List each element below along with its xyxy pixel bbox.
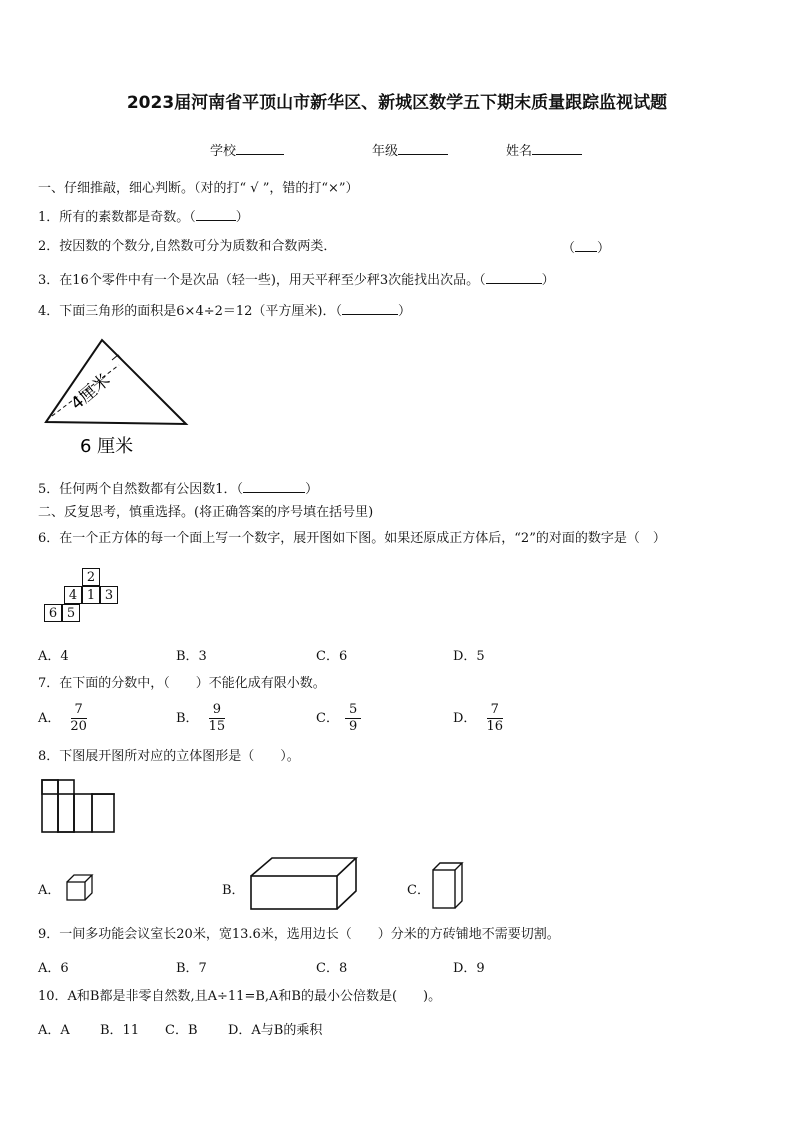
q8-option-c[interactable]: C．: [407, 883, 430, 898]
q1-answer-blank[interactable]: [196, 207, 236, 221]
q8-text: 下图展开图所对应的立体图形是（ ）。: [59, 749, 300, 764]
q2-answer-blank[interactable]: [575, 238, 597, 252]
q7-number: 7．: [38, 676, 60, 691]
q7-option-a[interactable]: [38, 702, 91, 735]
q10-option-a[interactable]: A．A: [38, 1023, 70, 1038]
net-cell: 2: [82, 568, 100, 586]
grade-field[interactable]: [372, 141, 448, 161]
q7-option-a-label: A．: [38, 711, 61, 726]
fraction: [482, 702, 507, 735]
numerator: 7: [71, 702, 87, 719]
school-blank[interactable]: [236, 141, 284, 155]
q4-answer-blank[interactable]: [342, 301, 398, 315]
question-10: [38, 988, 441, 1006]
question-6: [38, 530, 666, 548]
q6-number: 6．: [38, 531, 60, 546]
denominator: 9: [348, 719, 358, 734]
numerator: 9: [209, 702, 225, 719]
net-face: [42, 780, 58, 794]
q4-text: 下面三角形的面积是6×4÷2＝12（平方厘米)．（: [59, 304, 342, 319]
q9-option-a[interactable]: A．6: [38, 961, 69, 976]
q2-number: 2．: [38, 239, 60, 254]
height-label: 4厘米: [67, 370, 115, 415]
q8-option-a[interactable]: A．: [38, 883, 61, 898]
q1-number: 1．: [38, 210, 60, 225]
q8-option-a-cube-icon[interactable]: [64, 872, 94, 902]
school-field[interactable]: [210, 141, 284, 161]
name-label: 姓名: [506, 144, 533, 159]
q3-text: 在16个零件中有一个是次品（轻一些)，用天平秤至少秤3次能找出次品。（: [59, 273, 486, 288]
q9-option-d[interactable]: D．9: [453, 961, 485, 976]
base-label: 6 厘米: [80, 436, 134, 457]
fraction: [66, 702, 91, 735]
denominator: 20: [70, 719, 87, 734]
q3-answer-blank[interactable]: [486, 270, 542, 284]
q5-answer-blank[interactable]: [243, 479, 305, 493]
q7-option-c[interactable]: [316, 702, 361, 735]
grade-blank[interactable]: [398, 141, 448, 155]
q6-cube-net: [44, 568, 124, 624]
net-face: [58, 794, 74, 832]
fraction: [345, 702, 361, 735]
q10-option-b[interactable]: B．11: [100, 1023, 140, 1038]
q8-net-figure: [38, 778, 122, 836]
question-2: [38, 238, 336, 256]
net-face: [74, 794, 92, 832]
q2-text: 按因数的个数分,自然数可分为质数和合数两类．: [59, 239, 337, 254]
q6-option-b[interactable]: B．3: [176, 649, 207, 664]
q7-text: 在下面的分数中，（ ）不能化成有限小数。: [59, 676, 326, 691]
q9-text: 一间多功能会议室长20米，宽13.6米，选用边长（ ）分米的方砖铺地不需要切割。: [59, 927, 560, 942]
net-cell: 3: [100, 586, 118, 604]
q6-option-c[interactable]: C．6: [316, 649, 348, 664]
q7-option-d[interactable]: [453, 702, 507, 735]
net-face: [42, 780, 58, 832]
q8-option-b[interactable]: B．: [222, 883, 245, 898]
denominator: 15: [208, 719, 226, 734]
name-field[interactable]: [506, 141, 582, 161]
question-4: [38, 301, 411, 321]
q4-close: ）: [398, 304, 412, 319]
q5-close: ）: [305, 482, 319, 497]
q2-answer: [562, 238, 610, 258]
q8-option-c-prism-icon[interactable]: [430, 860, 466, 910]
q6-text: 在一个正方体的每一个面上写一个数字，展开图如下图。如果还原成正方体后，“2”的对面的数字是（ ）: [59, 531, 666, 546]
question-7: [38, 675, 326, 693]
question-5: [38, 479, 318, 499]
q5-text: 任何两个自然数都有公因数1．（: [59, 482, 244, 497]
net-face: [58, 780, 74, 832]
q2-open: （: [562, 241, 576, 256]
q5-number: 5．: [38, 482, 60, 497]
section-1-heading: 一、仔细推敲，细心判断。（对的打“ √ ”，错的打“×”）: [38, 181, 359, 196]
page-title: 2023届河南省平顶山市新华区、新城区数学五下期末质量跟踪监视试题: [126, 93, 668, 113]
net-cell: 6: [44, 604, 62, 622]
school-label: 学校: [210, 144, 237, 159]
q10-option-d[interactable]: D．A与B的乘积: [228, 1023, 323, 1038]
q6-option-d[interactable]: D．5: [453, 649, 485, 664]
q2-close: ）: [597, 241, 611, 256]
numerator: 7: [487, 702, 503, 719]
q6-option-a[interactable]: A．4: [38, 649, 69, 664]
q1-text: 所有的素数都是奇数。（: [59, 210, 196, 225]
q10-text: A和B都是非零自然数,且A÷11=B,A和B的最小公倍数是( )。: [67, 989, 442, 1004]
triangle-shape: [46, 340, 186, 424]
grade-label: 年级: [372, 144, 399, 159]
q8-number: 8．: [38, 749, 60, 764]
section-2-heading: 二、反复思考，慎重选择。(将正确答案的序号填在括号里): [38, 505, 374, 520]
fraction: [205, 702, 230, 735]
q7-option-d-label: D．: [453, 711, 477, 726]
question-9: [38, 926, 560, 944]
q1-close: ）: [235, 210, 249, 225]
numerator: 5: [345, 702, 361, 719]
q8-option-b-cuboid-icon[interactable]: [248, 854, 360, 912]
net-cell: 5: [62, 604, 80, 622]
q10-option-c[interactable]: C．B: [165, 1023, 198, 1038]
q9-option-c[interactable]: C．8: [316, 961, 348, 976]
q7-option-b[interactable]: [176, 702, 229, 735]
q7-option-c-label: C．: [316, 711, 339, 726]
q3-close: ）: [541, 273, 555, 288]
denominator: 16: [486, 719, 503, 734]
question-1: [38, 207, 249, 227]
q3-number: 3．: [38, 273, 60, 288]
q4-triangle-figure: [38, 334, 198, 464]
question-3: [38, 270, 555, 290]
q4-number: 4．: [38, 304, 60, 319]
net-face: [92, 794, 114, 832]
net-cell: 1: [82, 586, 100, 604]
name-blank[interactable]: [532, 141, 582, 155]
q7-option-b-label: B．: [176, 711, 199, 726]
q9-option-b[interactable]: B．7: [176, 961, 207, 976]
net-cell: 4: [64, 586, 82, 604]
question-8: [38, 748, 300, 766]
q10-number: 10．: [38, 989, 68, 1004]
q9-number: 9．: [38, 927, 60, 942]
